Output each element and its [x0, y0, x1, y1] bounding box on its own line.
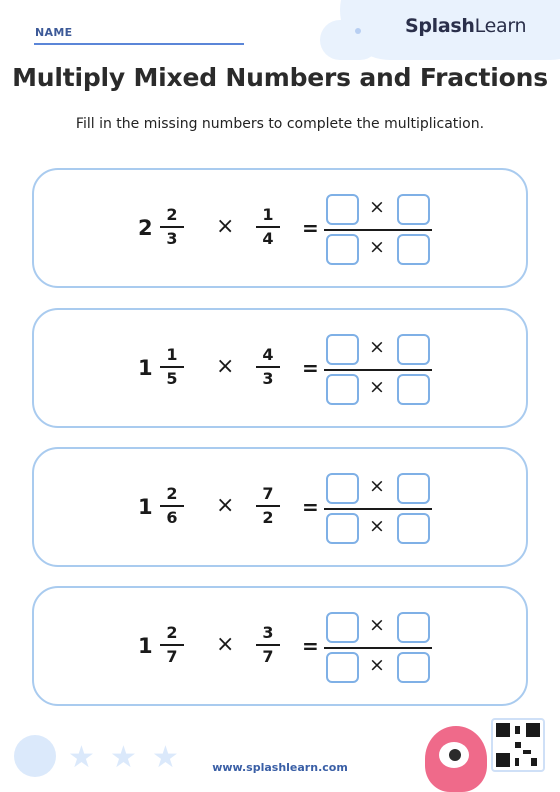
numerator: 1 — [166, 345, 178, 364]
denominator: 3 — [166, 229, 178, 248]
answer-box-denominator-1[interactable] — [326, 234, 359, 265]
fraction-bar — [256, 366, 280, 368]
times-sign: × — [216, 354, 235, 379]
fraction — [256, 205, 280, 249]
numerator: 2 — [166, 623, 178, 642]
denominator: 7 — [166, 647, 178, 666]
answer-fraction-bar — [324, 369, 432, 371]
mixed-fraction — [160, 484, 184, 528]
times-sign: × — [216, 632, 235, 657]
fraction — [256, 345, 280, 389]
numerator: 1 — [262, 205, 274, 224]
monster-mascot-icon — [425, 726, 487, 792]
problem-card — [32, 447, 528, 567]
worksheet-title: Multiply Mixed Numbers and Fractions — [12, 63, 548, 92]
fraction-bar — [160, 505, 184, 507]
footer-url: www.splashlearn.com — [212, 761, 348, 774]
times-sign: × — [216, 493, 235, 518]
star-icon: ★ — [152, 740, 179, 775]
answer-fraction-bar — [324, 508, 432, 510]
fraction-bar — [256, 226, 280, 228]
answer-box-numerator-1[interactable] — [326, 194, 359, 225]
star-icon: ★ — [110, 740, 137, 775]
answer-fraction-bar — [324, 229, 432, 231]
fraction-bar — [160, 226, 184, 228]
fraction — [256, 623, 280, 667]
answer-box-denominator-1[interactable] — [326, 652, 359, 683]
fraction-bar — [256, 644, 280, 646]
equals-sign: = — [302, 356, 319, 380]
worksheet-instruction: Fill in the missing numbers to complete the multiplication. — [75, 116, 485, 132]
denominator: 2 — [262, 508, 274, 527]
mascot-eye — [439, 742, 469, 768]
answer-box-denominator-1[interactable] — [326, 513, 359, 544]
times-sign: × — [369, 336, 385, 358]
answer-box-denominator-2[interactable] — [397, 374, 430, 405]
problem-card — [32, 308, 528, 428]
logo-bold-text: Splash — [405, 15, 475, 37]
denominator: 7 — [262, 647, 274, 666]
equals-sign: = — [302, 634, 319, 658]
mixed-fraction — [160, 345, 184, 389]
numerator: 7 — [262, 484, 274, 503]
header-cloud-small — [320, 20, 380, 60]
numerator: 3 — [262, 623, 274, 642]
times-sign: × — [369, 475, 385, 497]
times-sign: × — [216, 214, 235, 239]
fraction — [256, 484, 280, 528]
numerator: 2 — [166, 484, 178, 503]
name-label: NAME — [35, 26, 73, 39]
splashlearn-logo — [405, 15, 526, 37]
denominator: 4 — [262, 229, 274, 248]
answer-box-numerator-2[interactable] — [397, 334, 430, 365]
equals-sign: = — [302, 495, 319, 519]
whole-number: 1 — [138, 356, 153, 380]
logo-regular-text: Learn — [474, 15, 527, 37]
star-icon: ★ — [68, 740, 95, 775]
equals-sign: = — [302, 216, 319, 240]
answer-box-denominator-2[interactable] — [397, 652, 430, 683]
answer-box-numerator-1[interactable] — [326, 612, 359, 643]
mixed-fraction — [160, 623, 184, 667]
whole-number: 2 — [138, 216, 153, 240]
answer-box-numerator-2[interactable] — [397, 473, 430, 504]
answer-box-denominator-2[interactable] — [397, 513, 430, 544]
answer-box-numerator-1[interactable] — [326, 473, 359, 504]
times-sign: × — [369, 614, 385, 636]
whole-number: 1 — [138, 495, 153, 519]
times-sign: × — [369, 376, 385, 398]
answer-box-denominator-1[interactable] — [326, 374, 359, 405]
whole-number: 1 — [138, 634, 153, 658]
mixed-fraction — [160, 205, 184, 249]
answer-box-numerator-2[interactable] — [397, 194, 430, 225]
answer-box-denominator-2[interactable] — [397, 234, 430, 265]
denominator: 5 — [166, 369, 178, 388]
qr-code-icon — [491, 718, 545, 772]
answer-box-numerator-1[interactable] — [326, 334, 359, 365]
name-line[interactable] — [34, 43, 244, 45]
answer-fraction-bar — [324, 647, 432, 649]
header-dot — [355, 28, 361, 34]
answer-box-numerator-2[interactable] — [397, 612, 430, 643]
mascot-pupil — [449, 749, 461, 761]
times-sign: × — [369, 654, 385, 676]
numerator: 4 — [262, 345, 274, 364]
times-sign: × — [369, 515, 385, 537]
problem-card — [32, 168, 528, 288]
times-sign: × — [369, 236, 385, 258]
denominator: 3 — [262, 369, 274, 388]
fraction-bar — [160, 644, 184, 646]
problem-card — [32, 586, 528, 706]
fraction-bar — [160, 366, 184, 368]
times-sign: × — [369, 196, 385, 218]
fraction-bar — [256, 505, 280, 507]
denominator: 6 — [166, 508, 178, 527]
numerator: 2 — [166, 205, 178, 224]
